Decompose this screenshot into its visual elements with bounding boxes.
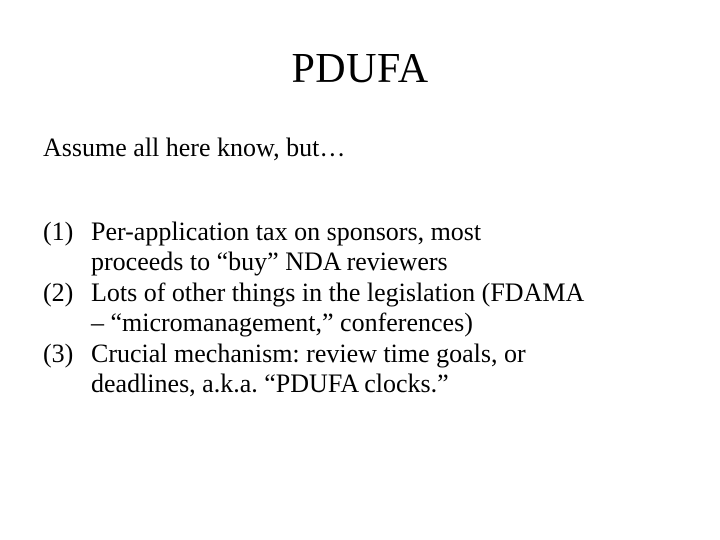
list-item-text [91,217,693,277]
list-marker: (3) [43,339,74,368]
list-item-line: deadlines, a.k.a. “PDUFA clocks.” [91,369,449,398]
list-item-line: Crucial mechanism: review time goals, or [91,339,526,368]
bullet-list [43,217,693,400]
list-item-line: proceeds to “buy” NDA reviewers [91,247,448,276]
list-item-line: – “micromanagement,” conferences) [91,308,473,337]
list-item-line: Lots of other things in the legislation (FDAMA [91,278,585,307]
list-item-text [91,339,693,399]
list-item-line: Per-application tax on sponsors, most [91,217,482,246]
list-marker: (1) [43,217,74,246]
list-item-text [91,278,693,338]
list-marker: (2) [43,278,74,307]
list-item [43,217,693,277]
list-item [43,339,693,399]
list-item [43,278,693,338]
intro-text: Assume all here know, but… [43,133,346,162]
slide-title: PDUFA [291,46,429,92]
